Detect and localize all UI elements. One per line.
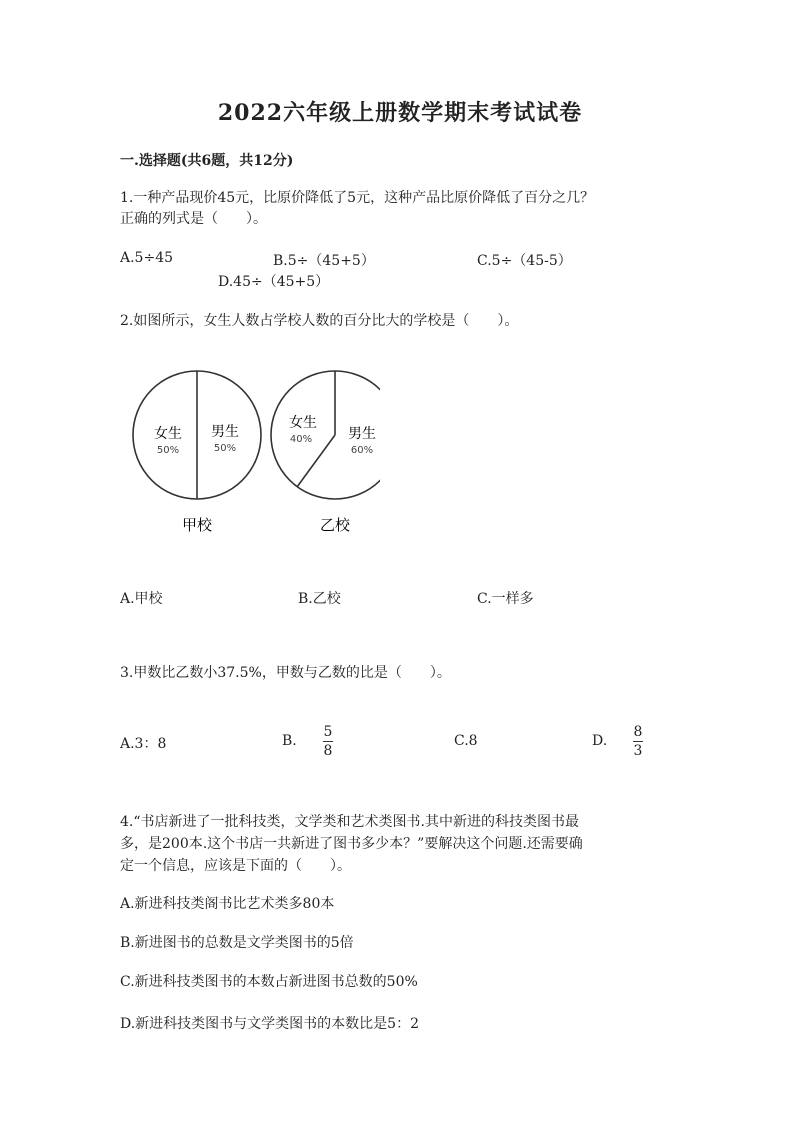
question-1-option-c: C.5÷（45-5） <box>477 253 572 269</box>
pie-school-b <box>271 371 380 534</box>
fraction-denominator: 8 <box>323 743 333 759</box>
question-3-option-d-label: D. <box>592 733 608 749</box>
fraction-numerator: 8 <box>633 724 643 740</box>
pie-b-boys-pct: 60% <box>350 445 374 456</box>
section-heading: 一.选择题(共6题，共12分) <box>120 153 294 169</box>
pie-a-girls-label: 女生 <box>154 426 182 442</box>
question-2-text: 2.如图所示，女生人数占学校人数的百分比大的学校是（ ）。 <box>120 313 519 329</box>
question-1-option-a: A.5÷45 <box>120 250 174 266</box>
pie-school-a <box>133 371 261 534</box>
question-3-text: 3.甲数比乙数小37.5%，甲数与乙数的比是（ ）。 <box>120 665 451 681</box>
question-4-option-c: C.新进科技类图书的本数占新进图书总数的50% <box>120 974 418 990</box>
pie-b-school-name: 乙校 <box>319 516 351 534</box>
pie-figure <box>120 360 380 550</box>
question-1-option-b: B.5÷（45+5） <box>273 253 375 269</box>
question-4-line-3: 定一个信息，应该是下面的（ ）。 <box>120 858 351 874</box>
pie-a-school-name: 甲校 <box>181 516 213 534</box>
question-2-option-c: C.一样多 <box>477 591 534 607</box>
pie-b-girls-pct: 40% <box>289 434 313 445</box>
fraction-denominator: 3 <box>633 743 643 759</box>
fraction-bar <box>323 741 333 742</box>
question-4-option-d: D.新进科技类图书与文学类图书的本数比是5：2 <box>120 1016 419 1032</box>
question-3-option-b-label: B. <box>282 733 297 749</box>
question-2-option-a: A.甲校 <box>120 591 163 607</box>
question-3-option-d-fraction <box>633 724 643 759</box>
question-3-option-c: C.8 <box>454 733 478 749</box>
pie-b-boys-label: 男生 <box>348 426 376 442</box>
question-1-line-2: 正确的列式是（ ）。 <box>120 211 267 227</box>
fraction-bar <box>633 741 643 742</box>
pie-a-boys-pct: 50% <box>213 443 237 454</box>
question-4-line-2: 多，是200本.这个书店一共新进了图书多少本？”要解决这个问题.还需要确 <box>120 836 583 852</box>
question-2-option-b: B.乙校 <box>298 591 341 607</box>
question-1-line-1: 1.一种产品现价45元，比原价降低了5元，这种产品比原价降低了百分之几？ <box>120 190 595 206</box>
question-4-option-a: A.新进科技类阁书比艺术类多80本 <box>120 896 335 912</box>
question-1-option-d: D.45÷（45+5） <box>218 274 330 290</box>
fraction-numerator: 5 <box>323 724 333 740</box>
question-4-option-b: B.新进图书的总数是文学类图书的5倍 <box>120 935 354 951</box>
pie-b-girls-label: 女生 <box>289 415 317 431</box>
pie-a-girls-pct: 50% <box>156 445 180 456</box>
question-4-line-1: 4.“书店新进了一批科技类，文学类和艺术类图书.其中新进的科技类图书最 <box>120 814 579 830</box>
question-3-option-b-fraction <box>323 724 333 759</box>
question-3-option-a: A.3：8 <box>120 736 167 752</box>
pie-a-boys-label: 男生 <box>211 424 239 440</box>
page-title: 2022六年级上册数学期末考试试卷 <box>217 100 583 126</box>
